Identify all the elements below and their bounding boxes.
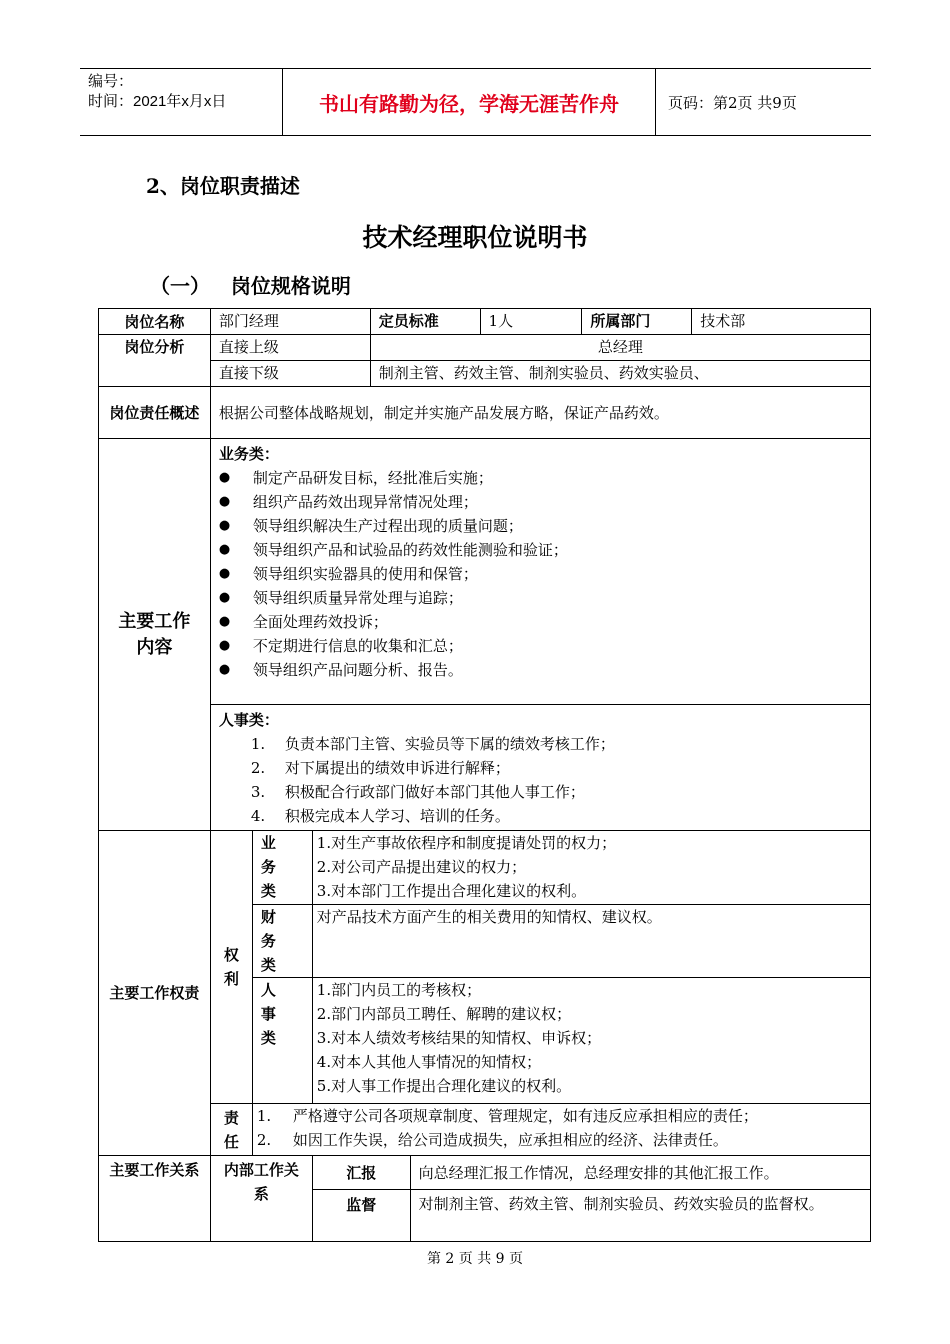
superior-label: 直接上级 [210,335,370,361]
bullet-icon: ● [218,518,231,533]
list-item [219,610,862,634]
relation-label: 主要工作关系 [99,1156,211,1242]
list-item-number: 4. [250,807,266,825]
rights-finance: 对产品技术方面产生的相关费用的知情权、建议权。 [312,905,870,978]
quota-value: 1人 [480,309,582,335]
list-item: 3.对本部门工作提出合理化建议的权利。 [316,882,587,900]
list-item: 1.对生产事故依程序和制度提请处罚的权力； [316,834,617,852]
rights-business-list [317,831,866,903]
header-page-number: 页码：第2页 共9页 [668,94,797,112]
list-item [219,538,862,562]
list-item: 3.对本人绩效考核结果的知情权、申诉权； [316,1029,602,1047]
header-motto: 书山有路勤为径，学海无涯苦作舟 [282,69,656,135]
work-content-label: 主要工作内容 [99,439,211,831]
list-item: 4.对本人其他人事情况的知情权； [316,1053,542,1071]
internal-label: 内部工作关系 [210,1156,312,1242]
list-item-number: 2. [256,1131,272,1149]
bullet-icon: ● [218,470,231,485]
page-header [80,68,871,136]
list-item [219,562,862,586]
list-item-number: 2. [250,759,266,777]
sub-heading: （一） 岗位规格说明 [150,274,351,298]
dept-value: 技术部 [692,309,871,335]
post-name-label: 岗位名称 [99,309,211,335]
document-title: 技术经理职位说明书 [362,223,588,252]
section-heading: 2、岗位职责描述 [146,174,300,198]
list-item: 1.部门内员工的考核权； [316,981,482,999]
superior-value: 总经理 [370,335,870,361]
rights-business-label: 业务类 [252,831,312,905]
list-item-text: 如因工作失误，给公司造成损失，应承担相应的经济、法律责任。 [292,1131,728,1149]
time-label: 时间：2021年x月x日 [88,93,227,110]
list-item [219,732,862,756]
summary-label: 岗位责任概述 [99,387,211,439]
job-spec-table [98,308,871,1242]
rights-hr-list [317,978,866,1098]
list-item: 2.部门内部员工聘任、解聘的建议权； [316,1005,572,1023]
list-item-text: 制定产品研发目标，经批准后实施； [252,469,493,487]
list-item-number: 3. [250,783,266,801]
list-item-text: 严格遵守公司各项规章制度、管理规定，如有违反应承担相应的责任； [292,1107,758,1125]
bullet-icon: ● [218,662,231,677]
list-item-text: 不定期进行信息的收集和汇总； [252,637,463,655]
list-item-text: 对下属提出的绩效申诉进行解释； [284,759,510,777]
hr-title: 人事类： [218,711,279,729]
summary-value: 根据公司整体战略规划，制定并实施产品发展方略，保证产品药效。 [210,387,870,439]
list-item-text: 领导组织产品和试验品的药效性能测验和验证； [252,541,568,559]
post-name-value: 部门经理 [210,309,370,335]
list-item-text: 积极完成本人学习、培训的任务。 [284,807,510,825]
page-footer: 第 2 页 共 9 页 [426,1251,524,1267]
dept-label: 所属部门 [582,309,692,335]
list-item-text: 积极配合行政部门做好本部门其他人事工作； [284,783,585,801]
list-item-text: 负责本部门主管、实验员等下属的绩效考核工作； [284,735,615,753]
list-item: 2.对公司产品提出建议的权力； [316,858,527,876]
supervise-label: 监督 [312,1190,410,1242]
list-item [257,1104,866,1128]
list-item-text: 组织产品药效出现异常情况处理； [252,493,478,511]
rights-business [312,831,870,905]
bullet-icon: ● [218,494,231,509]
hr-list [219,732,862,828]
list-item [219,658,862,682]
business-duties [210,439,870,705]
business-title: 业务类： [218,445,279,463]
hr-duties [210,705,870,831]
list-item-text: 领导组织质量异常处理与追踪； [252,589,463,607]
list-item [219,804,862,828]
list-item [219,756,862,780]
bullet-icon: ● [218,566,231,581]
list-item [257,1128,866,1152]
bullet-icon: ● [218,614,231,629]
bullet-icon: ● [218,542,231,557]
report-label: 汇报 [312,1156,410,1190]
analysis-label: 岗位分析 [99,335,211,387]
rights-finance-label: 财务类 [252,905,312,978]
business-list [219,466,862,682]
duty-label: 主要工作权责 [99,831,211,1156]
list-item [219,490,862,514]
rights-hr-label: 人事类 [252,978,312,1104]
quota-label: 定员标准 [370,309,480,335]
resp-label: 责任 [210,1104,252,1156]
list-item-text: 领导组织解决生产过程出现的质量问题； [252,517,523,535]
list-item-text: 领导组织产品问题分析、报告。 [252,661,463,679]
list-item: 5.对人事工作提出合理化建议的权利。 [316,1077,572,1095]
supervise-value: 对制剂主管、药效主管、制剂实验员、药效实验员的监督权。 [410,1190,870,1242]
list-item-text: 全面处理药效投诉； [252,613,388,631]
list-item [219,514,862,538]
list-item-text: 领导组织实验器具的使用和保管； [252,565,478,583]
list-item-number: 1. [250,735,266,753]
report-value: 向总经理汇报工作情况，总经理安排的其他汇报工作。 [410,1156,870,1190]
header-meta [80,69,282,135]
list-item [219,634,862,658]
rights-hr [312,978,870,1104]
list-item [219,780,862,804]
bullet-icon: ● [218,638,231,653]
list-item-number: 1. [256,1107,272,1125]
subordinate-label: 直接下级 [210,361,370,387]
resp-list [252,1104,870,1156]
rights-label: 权利 [210,831,252,1104]
serial-label: 编号： [88,73,134,90]
subordinate-value: 制剂主管、药效主管、制剂实验员、药效实验员、 [370,361,870,387]
bullet-icon: ● [218,590,231,605]
list-item [219,466,862,490]
list-item [219,586,862,610]
